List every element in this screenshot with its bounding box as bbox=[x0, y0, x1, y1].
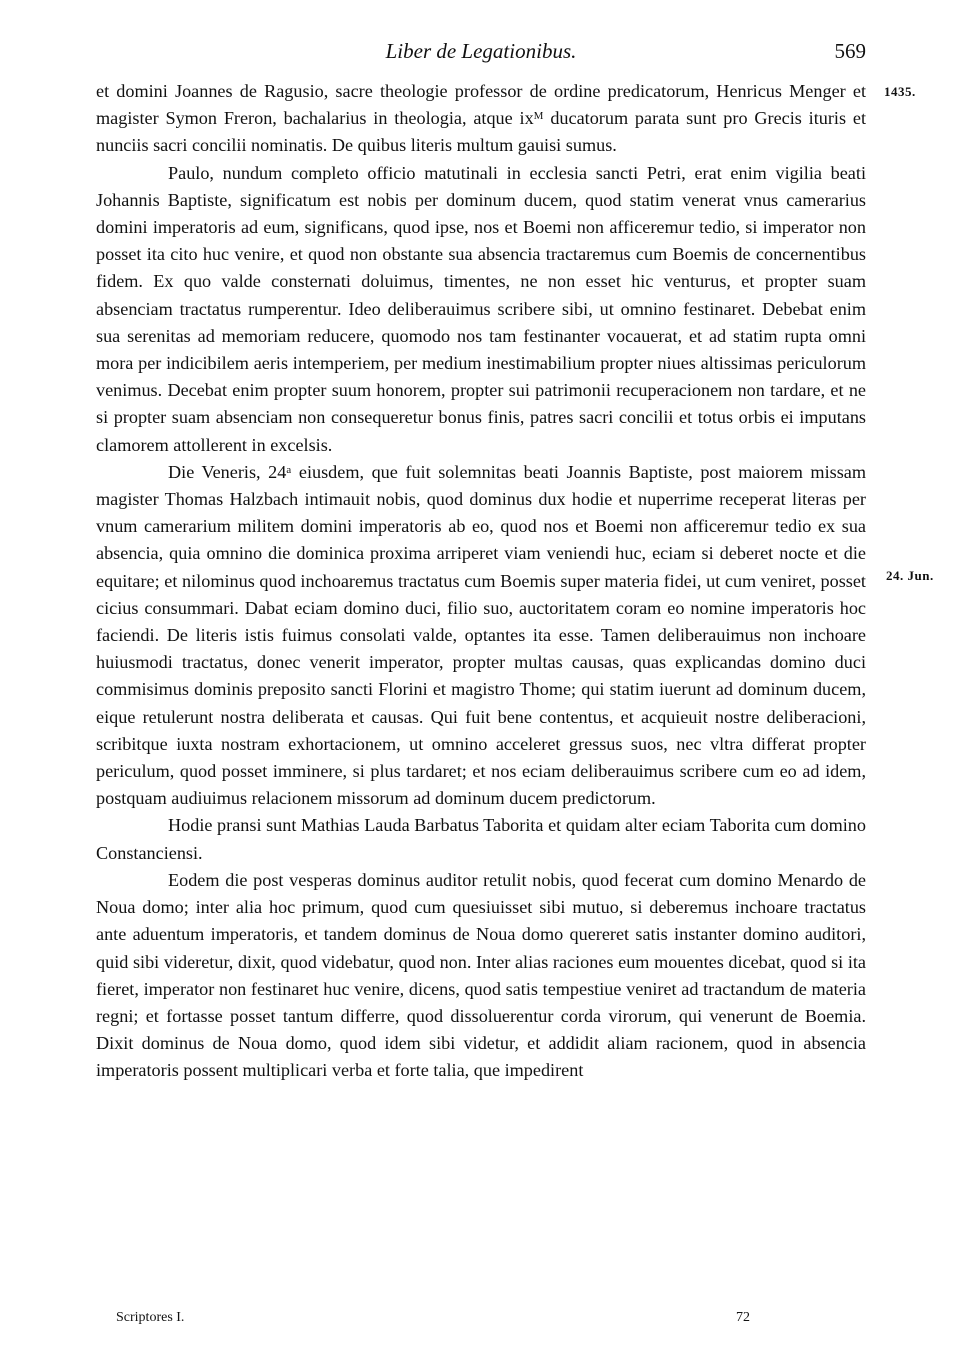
footer-signature-mark: 72 bbox=[736, 1310, 750, 1325]
paragraph: et domini Joannes de Ragusio, sacre theologie professor de ordine predicatorum, Henricus Menger et magister Symon Freron, bachalarius in theologia, atque ixᴹ ducatorum parata sunt pro Grecis ituris et nunciis sacri concilii nominatis. De quibus literis multum gauisi sumus. bbox=[96, 81, 866, 156]
paragraph: Hodie pransi sunt Mathias Lauda Barbatus Taborita et quidam alter eciam Taborita cum domino Constanciensi. bbox=[96, 815, 866, 863]
paragraph: Paulo, nundum completo officio matutinali in ecclesia sancti Petri, erat enim vigilia beati Johannis Baptiste, significatum est nobis per dominum ducem, quod statim venerat vnus camerarius domini imperatoris ad eum, significans, quod ipse, nos et Boemi non afficeremur tedio, si imperator non posset ita cito huc venire, et quod non obstante sua absencia tractaremus cum Boemis de concernentibus fidem. Ex quo valde consternati doluimus, timentes, ne non esset hic venturus, et propter suam absenciam tractatus rumperentur. Ideo deliberauimus scribere sibi, ut omnino festinaret. Debebat enim sua serenitas ad memoriam reducere, quomodo nos tam festinanter vocauerat, et ad statim rupta omni mora per indicibilem aeris intemperiem, per medium inestimabilium propter niues altissimas periculorum venimus. Decebat enim propter suum honorem, propter sui patrimonii recuperacionem non tardare, et ne si propter suam absenciam non consequeretur bonus finis, patres sacri concilii et totus orbis ei imputans clamorem attollerent in excelsis. bbox=[96, 162, 866, 455]
page-number: 569 bbox=[834, 39, 866, 63]
paragraph: Eodem die post vesperas dominus auditor retulit nobis, quod fecerat cum domino Menardo de Noua domo; inter alia hoc primum, quod cum quesiuisset sibi mutuo, si deberemus inchoare tractatus ante aduentum imperatoris, et tandem dominus de Noua domo quereret satis instanter domino auditori, quid sibi videretur, dixit, quod videbatur, quod non. Inter alias raciones eum mouentes dicebat, quod si ita fieret, imperator non festinaret huc venire, dicens, quod satis tempestiue veniret ad tractandum de materia regni; et fortasse posset tantum differre, quod dissoluerentur corda virorum, qui venerunt de Boemia. Dixit dominus de Noua domo, quod idem sibi videtur, et addidit aliam racionem, quod in absencia imperatoris possent multiplicari verba et forte talia, que impedirent bbox=[96, 869, 866, 1081]
page-footer bbox=[116, 1306, 816, 1330]
margin-note-date: 24. Jun. bbox=[886, 568, 934, 583]
body-text bbox=[96, 78, 866, 1085]
margin-note-year: 1435. bbox=[884, 84, 916, 99]
running-head bbox=[96, 36, 866, 66]
footer-series-title: Scriptores I. bbox=[116, 1310, 185, 1325]
running-title: Liber de Legationibus. bbox=[385, 39, 577, 63]
paragraph: Die Veneris, 24ᵃ eiusdem, que fuit solemnitas beati Joannis Baptiste, post maiorem missam magister Thomas Halzbach intimauit nobis, quod dominus dux hodie et nuperrime receperat literas per vnum camerarium militem domini imperatoris ab eo, quod nos et Boemi non afficeremur tedio ex sua absencia, quia omnino die dominica proxima arriperet viam veniendi huc, eciam si deberet nocte et die equitare; et nilominus quod inchoaremus tractatus cum Boemis super materia fidei, ut cum veniret, posset cicius consummari. Dabat eciam domino duci, filio suo, auctoritatem coram eo nomine imperatoris hoc faciendi. De literis istis fuimus consolati valde, optantes ita esse. Tamen deliberauimus non inchoare huiusmodi tractatus, donec venerit imperator, propter multas causas, quas explicandas domino duci commisimus dominis preposito sancti Florini et magistro Thome; qui statim iuerunt ad dominum ducem, eique retulerunt nostra deliberata et causas. Qui fuit bene contentus, et acquieuit nostre deliberacioni, scribitque iuxta nostram exhortacionem, ut omnino acceleret gressus suos, nec vltra differat propter periculum, quod posset imminere, si plus tardaret; et nos eciam deliberauimus scribere cum eo ad idem, postquam audiuimus relacionem missorum ad dominum ducem predictorum. bbox=[96, 461, 866, 809]
